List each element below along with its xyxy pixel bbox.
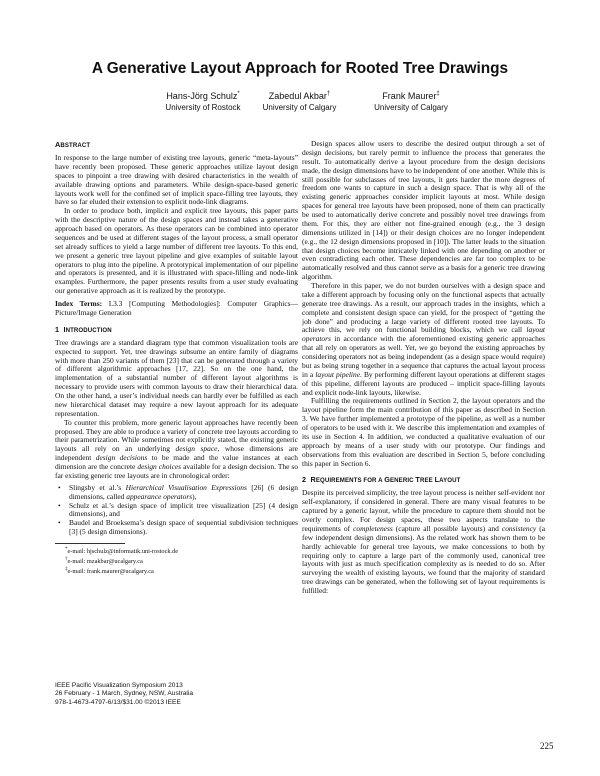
conference-info: IEEE Pacific Visualization Symposium 2013 26 February - 1 March, Sydney, NSW, Australia 978-1-4673-4797-6/13/$31.00 ©2013 IEEE [55, 682, 194, 706]
body-paragraph: Fulfilling the requirements outlined in Section 2, the layout operators and the layout pipeline form the main contribution of this paper as described in Section 3. We have further implemented a prototype of the pipeline, as well as a number of operators to be used with it. We describe this implementation and examples of its use in Section 4. In addition, we conducted a qualitative evaluation of our approach by means of a user study with our prototype. Our findings and observations from this evaluation are described in Section 5, before concluding this paper in Section 6. [302, 396, 545, 468]
footnote: †e-mail: mzakbar@ucalgary.ca [65, 557, 143, 566]
author-mark: ‡ [436, 91, 440, 97]
footnote: *e-mail: hjschulz@informatik.uni-rostock.de [65, 547, 179, 556]
footnote: ‡e-mail: frank.maurer@ucalgary.ca [65, 567, 154, 576]
author-name: Zabedul Akbar [268, 91, 327, 101]
body-paragraph: Design spaces allow users to describe the desired output through a set of design decisions, but rarely permit to influence the process that generates the result. To automatically derive a layout procedure from the design decisions made, the design dimensions have to be independent of one another. While this is still possible for subclasses of tree layouts, it gets harder the more degrees of freedom one wants to capture in such a design space. That is why all of the existing generic approaches consider implicit layouts at most. While design spaces for general tree layouts have been proposed, none of them can practically be used to automatically derive concrete and possibly novel tree drawings from them. For this, they are either not fine-grained enough (e.g., the 3 design dimensions utilized in [14]) or their design choices are no longer independent (e.g., the 12 design dimensions proposed in [10]). The latter leads to the situation that design choices become intricately linked with one depending on another or even contradicting each other. These dependencies are far too complex to be automatically resolved and thus cannot serve as a basis for a generic tree drawing algorithm. [302, 139, 545, 282]
abstract-heading: ABSTRACT [55, 140, 91, 149]
intro-paragraph: To counter this problem, more generic layout approaches have recently been proposed. They are able to produce a variety of concrete tree layouts according to their parametrization. While sometimes not explicitly stated, the existing generic layouts all rely on an underlying design space, whose dimensions are independent design decisions to be made and the value instances at each dimension are the concrete design choices available for a design decision. The so far existing generic tree layouts are in chronological order: [55, 417, 298, 480]
abstract-paragraph: In order to produce both, implicit and explicit tree layouts, this paper parts with the descriptive nature of the design spaces and instead takes a generative approach based on operators. As these operators can be combined into operator sequences and be used at different stages of the layout process, a small operator set already suffices to yield a large number of different tree layouts. To this end, we present a generic tree layout pipeline and give examples of suitable layout operators to plug into the pipeline. A prototypical implementation of our pipeline and operators is presented, and it is illustrated with space-filling and node-link examples. Furthermore, the paper presents results from a user study evaluating our generative approach as it is realized by the prototype. [55, 206, 298, 296]
list-item: • Schulz et al.’s design space of implicit tree visualization [25] (4 design dimensions), and [67, 502, 298, 520]
body-paragraph: Despite its perceived simplicity, the tree layout process is neither self-evident nor self-explanatory, if considered in general. There are many visual features to be captured by a generic layout, while the procedure to capture them should not be overly complex. For design spaces, these two aspects translate to the requirements of completeness (capture all possible layouts) and consistency (a few independent design dimensions). As the related work has shown them to be hardly achievable for general tree layouts, we make concessions to both by requiring only to capture a large part of the commonly used, canonical tree layouts with just as much specification complexity as is needed to do so. After surveying the wealth of existing layouts, we found that the majority of standard tree drawings can be generated, when the following set of layout requirements is fulfilled: [302, 488, 546, 595]
author-3 [326, 89, 496, 113]
footnote-rule [55, 543, 125, 544]
author-mark: * [237, 91, 240, 97]
author-affiliation: University of Calgary [374, 103, 448, 112]
index-terms [55, 300, 298, 318]
intro-paragraph: Tree drawings are a standard diagram type that common visualization tools are expected to support. Yet, tree drawings subsume an entire family of diagrams with more than 250 variants of them [23] that can be generated through a variety of different algorithmic approaches [17, 22]. So on the one hand, the implementation of a substantial number of different layout algorithms is necessary to provide users with common layouts to draw their hierarchical data. On the other hand, a user’s individual needs can hardly ever be fulfilled as each new hierarchical dataset may require a new layout approach for its adequate representation. [55, 337, 298, 418]
author-name: Frank Maurer [382, 91, 437, 101]
abstract-paragraph: In response to the large number of existing tree layouts, generic “meta-layouts” have recently been proposed. These generic approaches utilize layout design spaces to pinpoint a tree drawing with desired characteristics in the wealth of available drawing options and parameters. While design-space-based generic layouts work well for the confined set of implicit space-filling tree layouts, they have so far eluded their extension to explicit node-link diagrams. [55, 153, 298, 207]
list-item: • Slingsby et al.’s Hierarchical Visualisation Expressions [26] (6 design dimensions, called appearance operators), [67, 484, 298, 502]
author-affiliation: University of Rostock [165, 103, 241, 112]
index-terms-label: Index Terms: [55, 299, 103, 308]
generic-layout-list [55, 484, 298, 537]
body-paragraph: Therefore in this paper, we do not burden ourselves with a design space and take a different approach by focusing only on the functional aspects that actually generate tree drawings. As a result, our approach trades in the insights, which a complete and consistent design space can yield, for the prospect of “getting the job done” and producing a large variety of different rooted tree layouts. To achieve this, we rely on functional building blocks, which we call layout operators in accordance with the aforementioned existing generic approaches that all rely on operators as well. Yet, we go beyond the existing approaches by considering operators not as being independent (as a design space would require) but as being strung together in a sequence that captures the actual layout process in a layout pipeline. By performing different layout operations at different stages of this pipeline, different layouts are produced – implicit space-filling layouts and explicit node-link layouts, likewise. [302, 281, 545, 397]
paper-title: A Generative Layout Approach for Rooted Tree Drawings [91, 60, 509, 77]
author-name: Hans-Jörg Schulz [166, 91, 238, 101]
list-item: • Baudel and Broeksema’s design space of sequential subdivision techniques [3] (5 design dimensions). [67, 519, 298, 537]
left-column [55, 140, 298, 576]
section-heading-requirements: 2 REQUIREMENTS FOR A GENERIC TREE LAYOUT [302, 475, 461, 485]
section-heading-introduction: 1 INTRODUCTION [55, 324, 112, 334]
author-affiliation: University of Calgary [262, 103, 337, 112]
right-column [302, 140, 545, 596]
author-mark: † [326, 91, 331, 97]
page-number: 225 [540, 741, 554, 751]
index-terms-text: I.3.3 [Computing Methodologies]: Computer Graphics—Picture/Image Generation [55, 299, 299, 317]
